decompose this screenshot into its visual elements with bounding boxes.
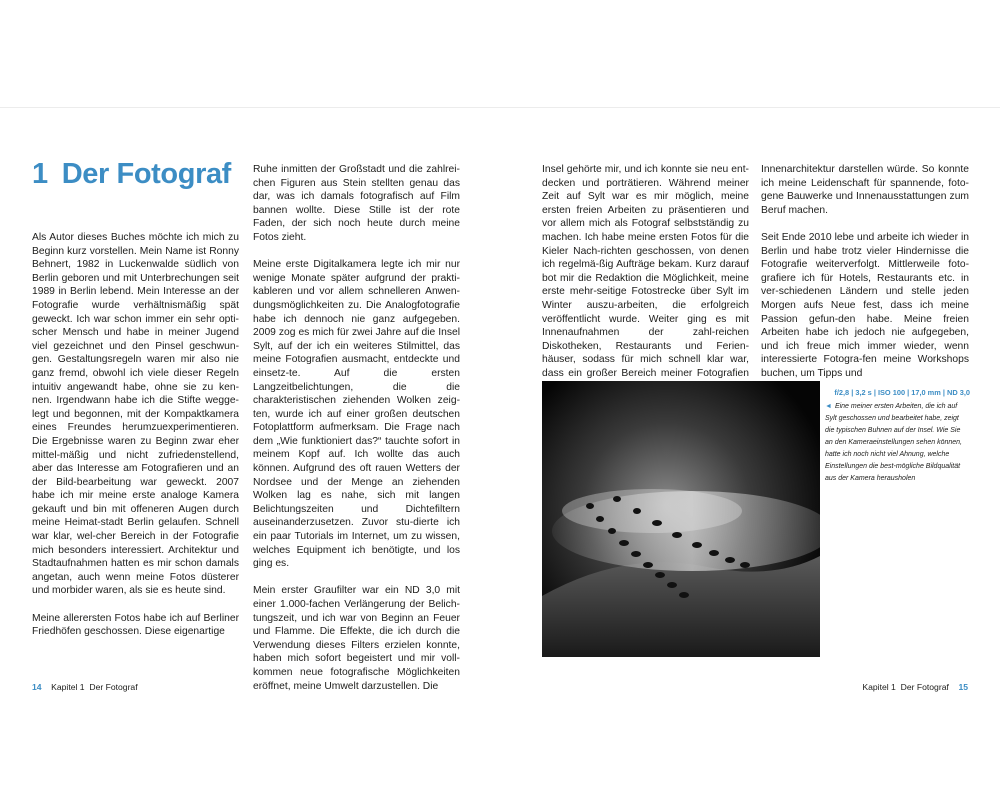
footer-title: Der Fotograf bbox=[900, 682, 949, 692]
paragraph: Als Autor dieses Buches möchte ich mich zu Beginn kurz vorstellen. Mein Name ist Ronny Behnert, 1982 in Luckenwalde südlich von Berlin geboren und mit Unterbrechungen seit 1989 in Berlin lebend. Mein Interesse an der Fotografie wurde verhältnismäßig spät geweckt. Ich war schon immer ein sehr opti-scher Mensch und habe in meiner Jugend viel gezeichnet und den Pinsel geschwun-gen. Gestaltungsregeln waren mir also nie ganz fremd, obwohl ich viele dieser Regeln intuitiv angewandt habe, ohne sie zu ken-nen. Irgendwann habe ich die Stifte wegge-legt und begonnen, mit der Kompaktkamera eines Freundes herumzuexperimentieren. Die Ergebnisse waren zu Beginn zwar eher mittel-mäßig und nicht zufriedenstellend, aber das Interesse am Fotografieren und an der Bild-bearbeitung war geweckt. 2007 habe ich mir meine erste analoge Kamera gekauft und bin mit offeneren Augen durch meine Heimat-stadt Berlin gelaufen. Schnell war klar, wel-cher Bereich in der Fotografie mich besonders interessiert. Architektur und Stadtaufnahmen hatten es mir schon damals angetan, auch wenn meine Fotos düsterer und morbider waren, als sie es heute sind. bbox=[32, 232, 239, 597]
photo-caption bbox=[825, 401, 970, 485]
paragraph: Innenarchitektur darstellen würde. So konnte ich meine Leidenschaft für spannende, foto-gene Bauwerke und Innenausstattungen zum Beruf machen. bbox=[761, 164, 969, 216]
paragraph: Meine erste Digitalkamera legte ich mir nur wenige Monate später aufgrund der prakti-kableren und vor allem schnelleren Anwen-dungsmöglichkeiten zu. Die Analogfotografie habe ich dennoch nie ganz aufgegeben. 2009 zog es mich für zwei Jahre auf die Insel Sylt, auf der ich ein weiteres Stilmittel, das meine Fotografien ausmacht, entdeckte und einsetz-te. Auf die ersten Langzeitbelichtungen, die die charakteristischen ziehenden Wolken zeig-ten, wurde ich auf einer großen deutschen Fotoplattform aufmerksam. Die Frage nach dem „Wie funktioniert das?“ tauchte sofort in meinem Kopf auf. Ich wollte das auch können. Aufgrund des oft rauen Wetters der Nordsee und der Menge an ziehenden Wolken lag es nahe, sich mit langen Belichtungszeiten und Dichtefiltern auseinanderzusetzen. Zuvor stu-dierte ich ein paar Tutorials im Internet, um zu wissen, welches Equipment ich benötigte, und los ging es. bbox=[253, 259, 460, 570]
chapter-title: Der Fotograf bbox=[61, 158, 231, 190]
left-column-2 bbox=[253, 163, 460, 693]
caption-text: Eine meiner ersten Arbeiten, die ich auf Sylt geschossen und bearbeitet habe, zeigt die typischen Buhnen auf der Insel. Wie Sie an den Kameraeinstellungen sehen können, hatte ich noch nicht viel Ahnung, welche Einstellungen die best-mögliche Bildqualität aus der Kamera herausholen bbox=[825, 403, 962, 482]
paragraph: Ruhe inmitten der Großstadt und die zahlrei-chen Figuren aus Stein stellten genau das dar, was ich damals fotografisch auf Film bannen wollte. Diese Stille ist der rote Faden, der sich noch heute durch meine Fotos zieht. bbox=[253, 164, 460, 243]
footer-chapter: Kapitel 1 bbox=[51, 682, 85, 692]
top-rule bbox=[500, 107, 1000, 108]
chapter-heading bbox=[32, 155, 231, 193]
groynes-photo bbox=[542, 381, 820, 657]
top-rule bbox=[0, 107, 500, 108]
chapter-number: 1 bbox=[32, 158, 48, 190]
right-column-1 bbox=[542, 163, 749, 394]
paragraph: Seit Ende 2010 lebe und arbeite ich wieder in Berlin und habe trotz vieler Hindernisse die Fotografie weiterverfolgt. Mittlerweile foto-grafiere ich für Hotels, Restaurants etc. in ver-schiedenen Ländern und stelle jeden Morgen aufs Neue fest, dass ich meine Passion gefun-den habe. Meine freien Arbeiten habe ich jedoch nie aufgegeben, und ich freue mich immer wieder, wenn interessierte Fotogra-fen meine Workshops buchen, um Tipps und bbox=[761, 231, 969, 379]
photo-metadata bbox=[825, 387, 970, 485]
page-number: 15 bbox=[958, 682, 968, 692]
left-footer bbox=[32, 681, 138, 693]
page-number: 14 bbox=[32, 682, 42, 692]
caption-arrow-icon: ◄ bbox=[825, 403, 832, 410]
right-footer bbox=[862, 681, 968, 693]
footer-chapter: Kapitel 1 bbox=[862, 682, 896, 692]
paragraph: Mein erster Graufilter war ein ND 3,0 mit einer 1.000-fachen Verlängerung der Belich-tungszeit, und ich war von Beginn an Feuer und Flamme. Die Effekte, die ich durch die Verwendung dieses Filters erzielen konnte, haben mich sofort begeistert und mir voll-kommen neue fotografische Möglichkeiten eröffnet, meine Umwelt darzustellen. Die bbox=[253, 585, 460, 692]
exif-data: f/2,8 | 3,2 s | ISO 100 | 17,0 mm | ND 3,0 bbox=[834, 388, 970, 397]
paragraph: Insel gehörte mir, und ich konnte sie neu ent-decken und porträtieren. Während meiner Zeit auf Sylt war es mir möglich, meine ersten freien Arbeiten zu präsentieren und vor allem mich als Fotograf selbstständig zu machen. Ich habe meine ersten Fotos für die Kieler Nach-richten geschossen, von denen ich regelmä-ßig Aufträge bekam. Kurz darauf bot mir die Redaktion die Möglichkeit, meine erste mehr-seitige Fotostrecke über Sylt im Winter auszu-arbeiten, die erfolgreich veröffentlicht wurde. Weiter ging es mit Innenaufnahmen der zahl-reichen Diskotheken, Restaurants und Ferien-häuser, sodass für mich schnell klar war, dass ein großer Bereich meiner Fotografien bbox=[542, 164, 749, 379]
paragraph: Meine allerersten Fotos habe ich auf Berliner Friedhöfen geschossen. Diese eigenartige bbox=[32, 612, 239, 638]
left-column-1 bbox=[32, 231, 239, 639]
footer-title: Der Fotograf bbox=[89, 682, 138, 692]
right-page bbox=[500, 0, 1000, 800]
right-column-2 bbox=[761, 163, 969, 381]
